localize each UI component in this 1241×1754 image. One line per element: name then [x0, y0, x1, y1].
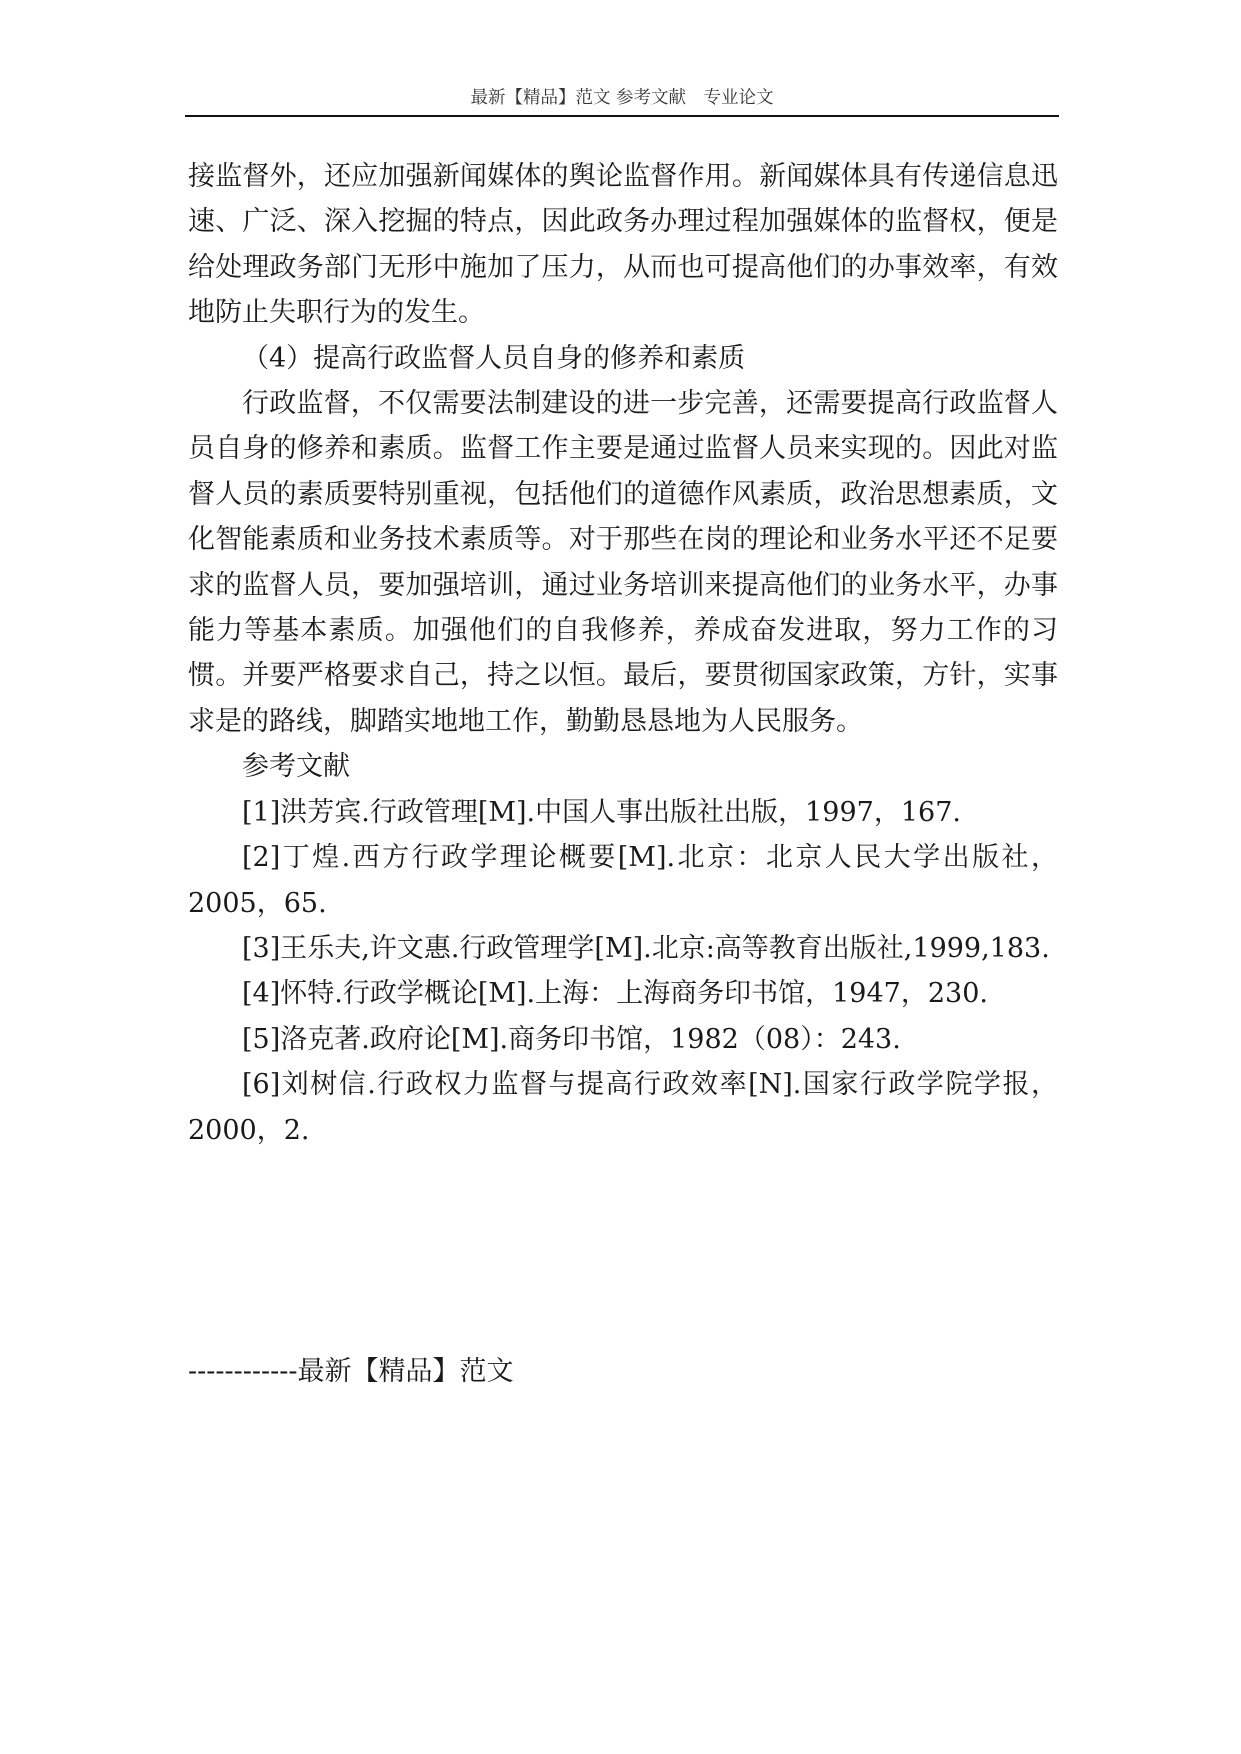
reference-item: [2]丁煌.西方行政学理论概要[M].北京：北京人民大学出版社，2005，65. — [188, 842, 1058, 919]
reference-item: [3]王乐夫,许文惠.行政管理学[M].北京:高等教育出版社,1999,183. — [242, 932, 1050, 964]
reference-item: [5]洛克著.政府论[M].商务印书馆，1982（08）：243. — [242, 1023, 901, 1055]
references-title: 参考文献 — [242, 751, 350, 783]
header-divider — [185, 115, 1059, 117]
reference-item: [6]刘树信.行政权力监督与提高行政效率[N].国家行政学院学报，2000，2. — [188, 1069, 1058, 1146]
reference-item: [1]洪芳宾.行政管理[M].中国人事出版社出版，1997，167. — [242, 796, 961, 828]
page-header: 最新【精品】范文 参考文献 专业论文 — [470, 88, 774, 108]
paragraph-media-supervision: 接监督外，还应加强新闻媒体的舆论监督作用。新闻媒体具有传递信息迅速、广泛、深入挖掘的特点，因此政务办理过程加强媒体的监督权，便是给处理政务部门无形中施加了压力，从而也可提高他们的办事效率，有效地防止失职行为的发生。 — [188, 161, 1058, 329]
section-heading-4: （4）提高行政监督人员自身的修养和素质 — [242, 342, 746, 374]
page-footer: ------------最新【精品】范文 — [188, 1356, 514, 1387]
document-body — [188, 154, 1058, 1153]
reference-item: [4]怀特.行政学概论[M].上海：上海商务印书馆，1947，230. — [242, 978, 988, 1010]
paragraph-supervisor-quality: 行政监督，不仅需要法制建设的进一步完善，还需要提高行政监督人员自身的修养和素质。监督工作主要是通过监督人员来实现的。因此对监督人员的素质要特别重视，包括他们的道德作风素质，政治思想素质，文化智能素质和业务技术素质等。对于那些在岗的理论和业务水平还不足要求的监督人员，要加强培训，通过业务培训来提高他们的业务水平，办事能力等基本素质。加强他们的自我修养，养成奋发进取，努力工作的习惯。并要严格要求自己，持之以恒。最后，要贯彻国家政策，方针，实事求是的路线，脚踏实地地工作，勤勤恳恳地为人民服务。 — [188, 388, 1058, 737]
